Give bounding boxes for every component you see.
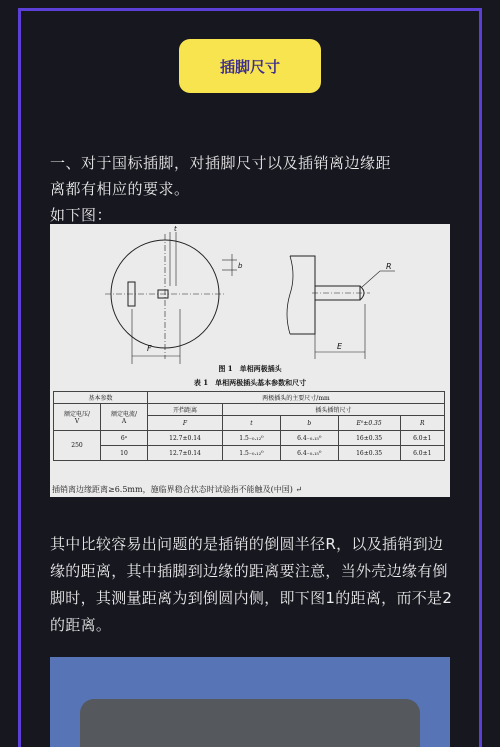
frame-top-border [18,8,482,11]
col-b: b [280,416,338,431]
label-t: t [174,225,177,233]
figure-note: 插销离边缘距离≥6.5mm，施临界稳合状态时试验指不能触及(中国) ↵ [52,485,303,494]
plug-photo-object [80,699,420,747]
table-row: 10 12.7±0.14 1.5₋₀.₁₂⁰ 6.4₋₀.₁₅⁰ 16±0.35 6.0±1 [54,446,445,461]
col-F: F [148,416,223,431]
col-R: R [400,416,444,431]
figure-caption: 图 1 单相两极插头 [218,364,282,373]
table-caption: 表 1 单相两极插头基本参数和尺寸 [193,378,307,387]
voltage-header: 额定电压/ [63,411,91,418]
spacing-header: 开挡距离 [148,404,223,416]
plug-drawing [50,224,450,374]
intro-line-1: 一、对于国标插脚，对插脚尺寸以及插销离边缘距 [50,154,392,172]
voltage-cell: 250 [54,431,101,461]
label-F: F [147,344,152,353]
plug-photo [50,657,450,747]
section-title: 插脚尺寸 [219,57,280,76]
intro-text [50,150,452,228]
intro-line-2: 离都有相应的要求。 [50,180,190,198]
plug-body-side [290,256,315,334]
current-header: 额定电流/ [110,411,138,418]
col-E: E⁰±0.35 [338,416,400,431]
section-title-badge [179,39,321,93]
dims-header: 两极插头的主要尺寸/mm [148,392,445,404]
table-row: 250 6ᵃ 12.7±0.14 1.5₋₀.₁₂⁰ 6.4₋₀.₁₅⁰ 16±0.35 6.0±1 [54,431,445,446]
plug-dimension-figure [50,224,450,497]
body-paragraph: 其中比较容易出问题的是插销的倒圆半径R，以及插销到边缘的距离，其中插脚到边缘的距离要注意，当外壳边缘有倒脚时，其测量距离为到倒圆内侧，即下图1的距离，而不是2的距离。 [50,535,453,634]
intro-line-3: 如下图： [50,206,113,224]
dimension-table [53,391,445,461]
col-t: t [223,416,281,431]
voltage-unit: V [74,418,80,425]
pin-header: 插头插销尺寸 [223,404,445,416]
label-E: E [337,342,343,351]
frame-right-border [479,8,482,747]
current-unit: A [121,418,127,425]
label-R: R [386,262,392,271]
params-header: 基本参数 [54,392,148,404]
frame-left-border [18,8,21,747]
label-b: b [238,262,243,270]
